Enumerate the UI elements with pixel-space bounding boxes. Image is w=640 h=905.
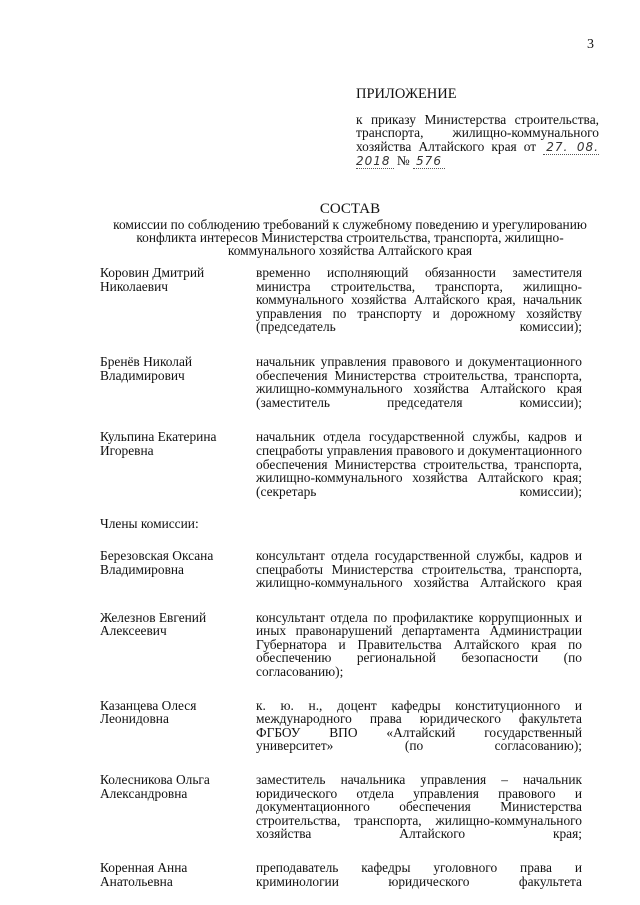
member-role: начальник управления правового и документационного обеспечения Министерства строительства, транспорта, жилищно-коммунального хозяйства Алтайского края (заместитель председателя комиссии); (256, 353, 582, 410)
document-heading (100, 203, 600, 258)
member-role: преподаватель кафедры уголовного права и криминологии юридического факультета (256, 860, 582, 889)
member-name: Кульпина Екатерина Игоревна (100, 429, 217, 458)
member-name: Коренная Анна Анатольевна (100, 860, 188, 889)
page-number: 3 (587, 37, 594, 52)
document-title: СОСТАВ (319, 201, 381, 217)
appendix-block (356, 88, 599, 169)
member-name: Бренёв Николай Владимирович (100, 353, 193, 383)
member-name: Колесникова Ольга Александровна (100, 772, 210, 801)
handwritten-number: 576 (413, 154, 445, 169)
handwritten-date: 27. 08. 2018 (356, 139, 599, 169)
member-name: Железнов Евгений Алексеевич (100, 609, 207, 639)
member-role: заместитель начальника управления – начальник юридического отдела управления правового и документационного обеспечения Министерства строительства, транспорта, жилищно-коммунального хозяйства Алтайского края; (256, 772, 582, 842)
member-role: временно исполняющий обязанности заместителя министра строительства, транспорта, жилищно-коммунального хозяйства Алтайского края, начальник управления по транспорту и дорожному хозяйству (председатель комиссии); (256, 265, 582, 335)
member-name: Казанцева Олеся Леонидовна (100, 697, 197, 727)
appendix-body (356, 113, 599, 169)
member-role: к. ю. н., доцент кафедры конституционного и международного права юридического факультета ФГБОУ ВПО «Алтайский государственный университет» (по согласованию); (256, 697, 582, 754)
member-row (100, 861, 600, 888)
member-row (100, 773, 600, 841)
member-row (100, 355, 600, 409)
member-row (100, 430, 600, 498)
member-row (100, 549, 600, 590)
appendix-text: к приказу Министерства строительства, транспорта, жилищно-коммунального хозяйства Алтайского края от (356, 111, 599, 154)
member-role: консультант отдела государственной службы, кадров и спецработы Министерства строительства, транспорта, жилищно-коммунального хозяйства Алтайского края (256, 547, 582, 591)
member-row (100, 611, 600, 679)
document-subtitle: комиссии по соблюдению требований к служебному поведению и урегулированию конфликта интересов Министерства строительства, транспорта, жилищно-коммунального хозяйства Алтайского края (113, 216, 587, 259)
member-name: Коровин Дмитрий Николаевич (100, 265, 205, 294)
member-role: консультант отдела по профилактике коррупционных и иных правонарушений департамента Администрации Губернатора и Правительства Алтайского края по обеспечению региональной безопасности (по согласованию); (256, 609, 582, 680)
appendix-title: ПРИЛОЖЕНИЕ (356, 86, 457, 102)
commission-list (100, 266, 600, 888)
member-name: Березовская Оксана Владимировна (100, 547, 214, 577)
member-role: начальник отдела государственной службы, кадров и спецработы управления правового и документационного обеспечения Министерства строительства, транспорта, жилищно-коммунального хозяйства Алтайского края; (секретарь комиссии); (256, 429, 582, 499)
member-row (100, 699, 600, 753)
member-row (100, 266, 600, 334)
members-label: Члены комиссии: (100, 516, 199, 532)
number-label: № (396, 153, 410, 169)
